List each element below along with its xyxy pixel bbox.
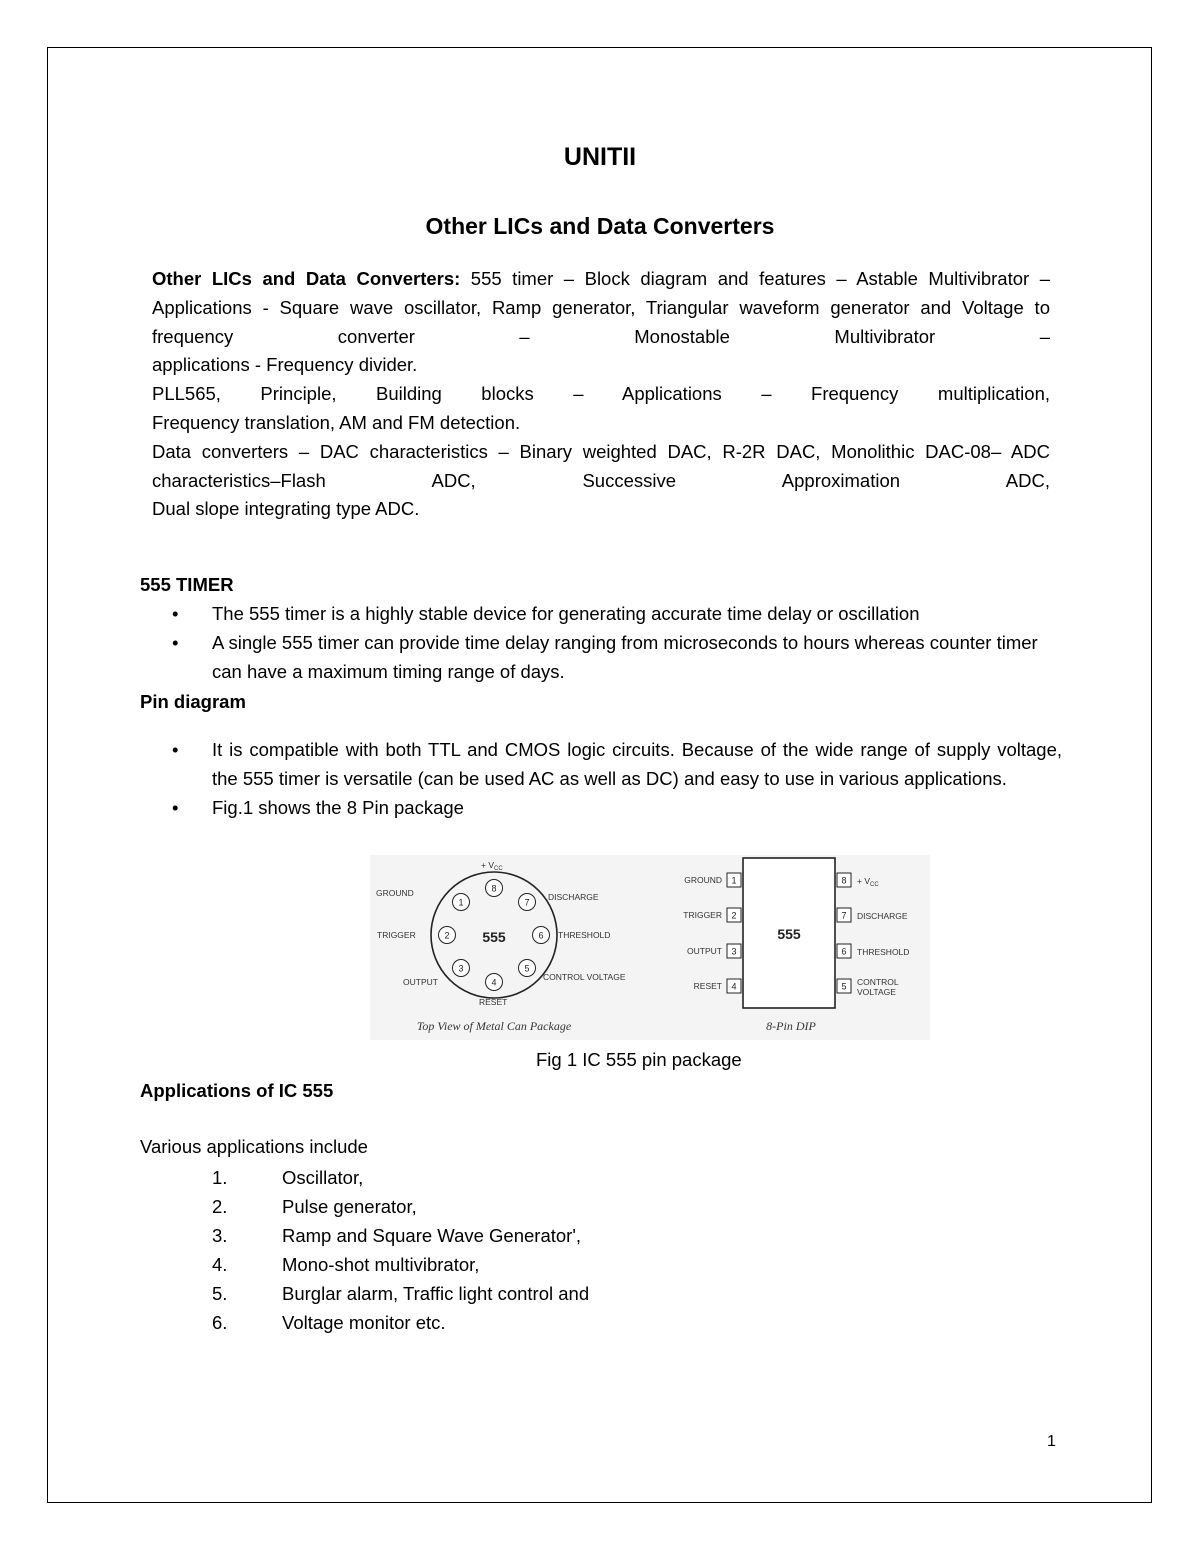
dip-threshold-label: THRESHOLD: [857, 947, 910, 957]
list-item: 5. Burglar alarm, Traffic light control and: [212, 1283, 590, 1304]
dip-caption: 8-Pin DIP: [766, 1019, 816, 1033]
can-pin-5: 5: [524, 963, 530, 974]
dip-pin-6: 6: [841, 946, 847, 957]
dip-control-label-1: CONTROL: [857, 977, 899, 987]
list-item: • Fig.1 shows the 8 Pin package: [172, 794, 1062, 823]
applications-list: [212, 1163, 589, 1337]
timer-heading: 555 TIMER: [140, 574, 234, 595]
timer-bullets: [172, 600, 1062, 686]
page-number: 1: [1047, 1433, 1056, 1450]
dip-pin-3: 3: [731, 946, 737, 957]
dip-pin-5: 5: [841, 981, 847, 992]
dip-pin-4: 4: [731, 981, 737, 992]
can-vcc-label: + $V_{CC}$: [481, 860, 503, 872]
can-output-label: OUTPUT: [403, 977, 438, 987]
summary-paragraph-3: Data converters – DAC characteristics – Binary weighted DAC, R-2R DAC, Monolithic DAC-08– ADC characteristics–Flash ADC, Successive Approximation ADC,: [152, 440, 1050, 491]
dip-trigger-label: TRIGGER: [683, 910, 722, 920]
summary-lead: Other LICs and Data Converters:: [152, 268, 461, 289]
can-pin-1: 1: [458, 897, 464, 908]
pin-diagram-heading: Pin diagram: [140, 691, 246, 712]
list-item: 6. Voltage monitor etc.: [212, 1312, 446, 1333]
list-item: 1. Oscillator,: [212, 1167, 364, 1188]
can-pin-8: 8: [491, 883, 497, 894]
can-threshold-label: THRESHOLD: [558, 930, 611, 940]
list-item: 2. Pulse generator,: [212, 1196, 417, 1217]
unit-title: UNITII: [563, 143, 637, 171]
summary-paragraph-1: Other LICs and Data Converters: 555 timer – Block diagram and features – Astable Multivibrator – Applications - Square wave oscillator, Ramp generator, Triangular waveform generator and Voltage to frequency converter – Monostable Multivibrator –: [152, 268, 1050, 347]
figure-caption: Fig 1 IC 555 pin package: [536, 1049, 742, 1070]
list-item: • The 555 timer is a highly stable device for generating accurate time delay or oscillation: [172, 600, 1062, 629]
can-caption: Top View of Metal Can Package: [416, 1019, 572, 1033]
summary-paragraph-2-end: Frequency translation, AM and FM detection.: [152, 411, 521, 433]
can-pin-3: 3: [458, 963, 464, 974]
can-pin-2: 2: [444, 930, 450, 941]
dip-output-label: OUTPUT: [687, 946, 722, 956]
can-ground-label: GROUND: [376, 888, 414, 898]
applications-heading: Applications of IC 555: [140, 1080, 334, 1101]
unit-subtitle: Other LICs and Data Converters: [425, 213, 775, 239]
can-pin-7: 7: [524, 897, 530, 908]
ic-555-pin-figure: [370, 855, 930, 1040]
can-pin-4: 4: [491, 977, 497, 988]
dip-pin-7: 7: [841, 910, 847, 921]
dip-vcc-label: + $V_{CC}$: [857, 876, 879, 888]
list-item: • A single 555 timer can provide time delay ranging from microseconds to hours whereas counter timer can have a maximum timing range of days.: [172, 629, 1062, 687]
list-item: 3. Ramp and Square Wave Generator',: [212, 1225, 581, 1246]
list-item: • It is compatible with both TTL and CMOS logic circuits. Because of the wide range of supply voltage, the 555 timer is versatile (can be used AC as well as DC) and easy to use in various applications.: [172, 736, 1062, 794]
can-control-label: CONTROL VOLTAGE: [543, 972, 626, 982]
dip-discharge-label: DISCHARGE: [857, 911, 908, 921]
summary-paragraph-1-end: applications - Frequency divider.: [152, 354, 418, 376]
dip-pin-8: 8: [841, 875, 847, 886]
can-discharge-label: DISCHARGE: [548, 892, 599, 902]
dip-ground-label: GROUND: [684, 875, 722, 885]
dip-reset-label: RESET: [693, 981, 722, 991]
list-item: 4. Mono-shot multivibrator,: [212, 1254, 480, 1275]
can-reset-label: RESET: [479, 997, 508, 1007]
summary-paragraph-3-end: Dual slope integrating type ADC.: [152, 498, 420, 520]
dip-control-label-2: VOLTAGE: [857, 987, 896, 997]
dip-chip-label: 555: [777, 926, 801, 942]
dip-pin-2: 2: [731, 910, 737, 921]
can-chip-label: 555: [482, 929, 506, 945]
summary-paragraph-2: PLL565, Principle, Building blocks – Applications – Frequency multiplication,: [152, 383, 1050, 405]
can-pin-6: 6: [538, 930, 544, 941]
syllabus-summary: [152, 265, 1050, 524]
pin-bullets: [172, 736, 1062, 822]
can-trigger-label: TRIGGER: [377, 930, 416, 940]
applications-intro: Various applications include: [140, 1136, 368, 1157]
dip-pin-1: 1: [731, 875, 737, 886]
